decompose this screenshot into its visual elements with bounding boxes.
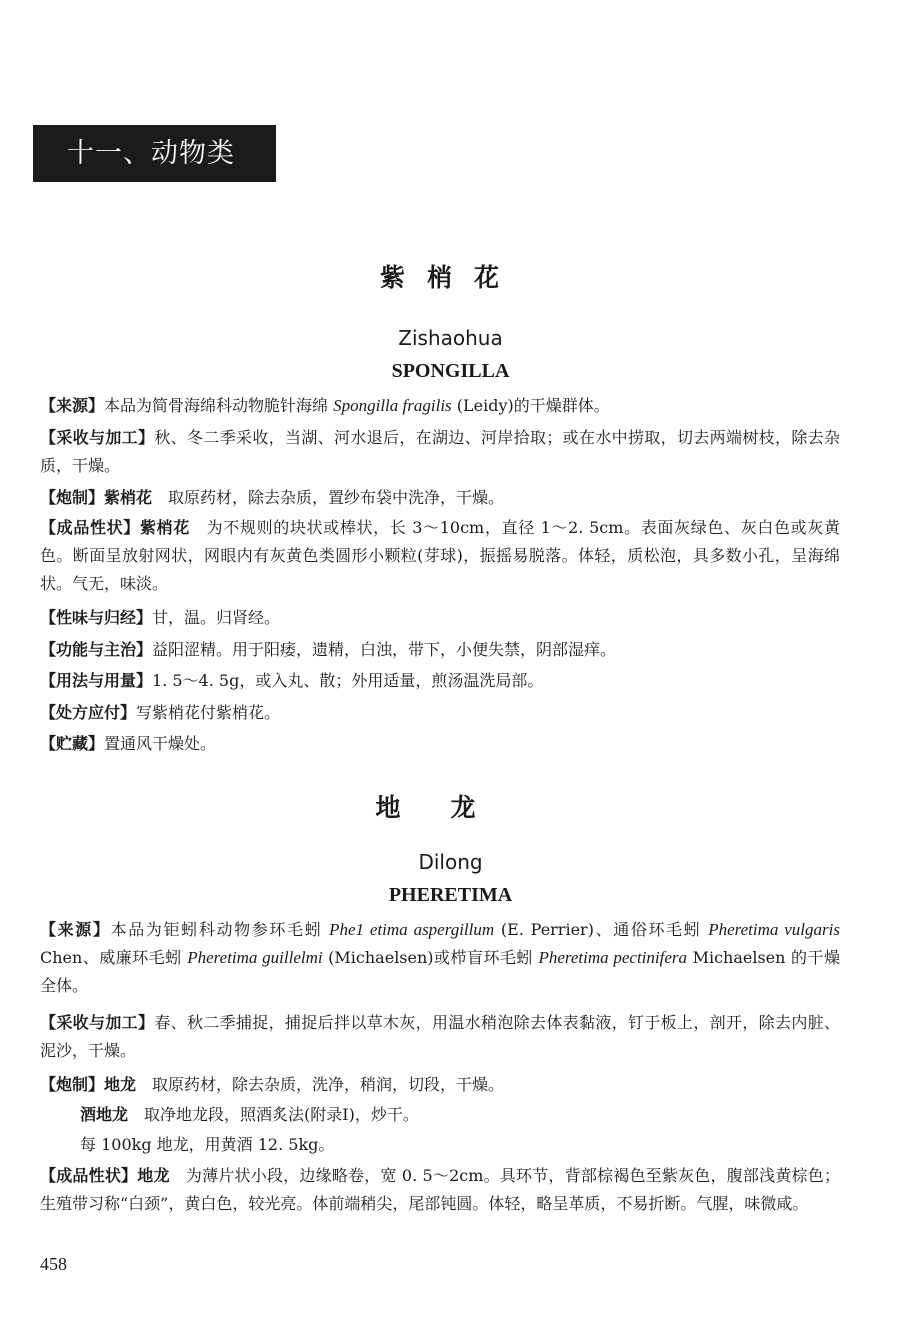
field-sublabel: 紫梢花 — [104, 488, 153, 507]
field-text: 为不规则的块状或棒状，长 3～10cm，直径 1～2. 5cm。表面灰绿色、灰白色或灰黄色。断面呈放射网状，网眼内有灰黄色类圆形小颗粒(芽球)，振摇易脱落。体轻，质松泡，具多数小孔，呈海绵状。气无，味淡。 — [40, 518, 840, 593]
processing-paragraph — [40, 1071, 840, 1099]
function-paragraph — [40, 636, 840, 664]
species-name: Spongilla fragilis — [333, 396, 452, 415]
page-number: 458 — [40, 1254, 67, 1274]
field-text: Michaelsen 的干燥全体。 — [40, 948, 840, 995]
field-text: 本品为简骨海绵科动物脆针海绵 — [104, 396, 334, 415]
field-label: 【来源】 — [40, 920, 111, 939]
field-text: 写紫梢花付紫梢花。 — [136, 703, 281, 722]
entry-title-cn: 紫梢花 — [379, 263, 521, 292]
storage-paragraph — [40, 730, 840, 758]
field-label: 【炮制】 — [40, 488, 105, 507]
field-label: 【用法与用量】 — [40, 671, 153, 690]
field-text: 取净地龙段，照酒炙法(附录Ⅰ)，炒干。 — [128, 1105, 419, 1124]
field-label: 【成品性状】 — [40, 518, 140, 537]
field-label: 【采收与加工】 — [40, 428, 155, 447]
harvest-paragraph — [40, 1009, 840, 1065]
nature-paragraph — [40, 604, 840, 632]
field-label: 【处方应付】 — [40, 703, 137, 722]
field-text: 取原药材，除去杂质，洗净，稍润，切段，干燥。 — [136, 1075, 505, 1094]
field-text: (Leidy)的干燥群体。 — [451, 396, 610, 415]
source-paragraph — [40, 392, 840, 420]
prescription-paragraph — [40, 699, 840, 727]
species-name: Pheretima pectinifera — [538, 948, 688, 967]
field-label: 【性味与归经】 — [40, 608, 153, 627]
entry-title-latin: PHERETIMA — [388, 884, 513, 906]
field-sublabel: 酒地龙 — [80, 1105, 129, 1124]
source-paragraph — [40, 916, 840, 1000]
field-text: 取原药材，除去杂质，置纱布袋中洗净，干燥。 — [152, 488, 505, 507]
field-label: 【成品性状】 — [40, 1166, 138, 1185]
field-sublabel: 地龙 — [137, 1166, 170, 1185]
field-text: 为薄片状小段，边缘略卷，宽 0. 5～2cm。具环节，背部棕褐色至紫灰色，腹部浅黄棕色；生殖带习称“白颈”，黄白色，较光亮。体前端稍尖，尾部钝圆。体轻，略呈革质，不易折断。气腥，味微咸。 — [40, 1166, 840, 1213]
processing-paragraph — [40, 484, 840, 512]
wine-ratio-paragraph — [80, 1131, 840, 1159]
field-label: 【功能与主治】 — [40, 640, 153, 659]
harvest-paragraph — [40, 424, 840, 480]
field-text: 甘，温。归肾经。 — [152, 608, 281, 627]
properties-paragraph — [40, 1162, 840, 1218]
field-sublabel: 地龙 — [104, 1075, 137, 1094]
field-text: 春、秋二季捕捉，捕捉后拌以草木灰，用温水稍泡除去体表黏液，钉于板上，剖开，除去内脏、泥沙，干燥。 — [40, 1013, 840, 1060]
field-label: 【采收与加工】 — [40, 1013, 155, 1032]
field-label: 【来源】 — [40, 396, 105, 415]
wine-processing-paragraph — [80, 1101, 840, 1129]
field-text: 本品为钜蚓科动物参环毛蚓 — [110, 920, 330, 939]
field-text: (E. Perrier)、通俗环毛蚓 — [494, 920, 709, 939]
field-text: 1. 5～4. 5g，或入丸、散；外用适量，煎汤温洗局部。 — [152, 671, 544, 690]
field-label: 【炮制】 — [40, 1075, 105, 1094]
species-name: Pheretima guillelmi — [187, 948, 323, 967]
field-label: 【贮藏】 — [40, 734, 105, 753]
section-banner: 十一、动物类 — [33, 125, 276, 182]
species-name: Pheretima vulgaris — [708, 920, 840, 939]
field-text: 益阳涩精。用于阳痿，遗精，白浊，带下，小便失禁，阴部湿痒。 — [152, 640, 617, 659]
entry-title-cn: 地龙 — [375, 793, 526, 822]
properties-paragraph — [40, 514, 840, 598]
entry-title-pinyin: Dilong — [418, 850, 483, 874]
field-text: 置通风干燥处。 — [104, 734, 217, 753]
entry-title-latin: SPONGILLA — [391, 360, 510, 382]
field-text: 每 100kg 地龙，用黄酒 12. 5kg。 — [80, 1135, 335, 1154]
dosage-paragraph — [40, 667, 840, 695]
field-sublabel: 紫梢花 — [139, 518, 190, 537]
field-text: 秋、冬二季采收，当湖、河水退后，在湖边、河岸拾取；或在水中捞取，切去两端树枝，除去杂质，干燥。 — [40, 428, 840, 475]
field-text: Chen、威廉环毛蚓 — [40, 948, 188, 967]
entry-title-pinyin: Zishaohua — [398, 326, 503, 350]
field-text: (Michaelsen)或栉盲环毛蚓 — [322, 948, 539, 967]
species-name: Phe1 etima aspergillum — [329, 920, 495, 939]
